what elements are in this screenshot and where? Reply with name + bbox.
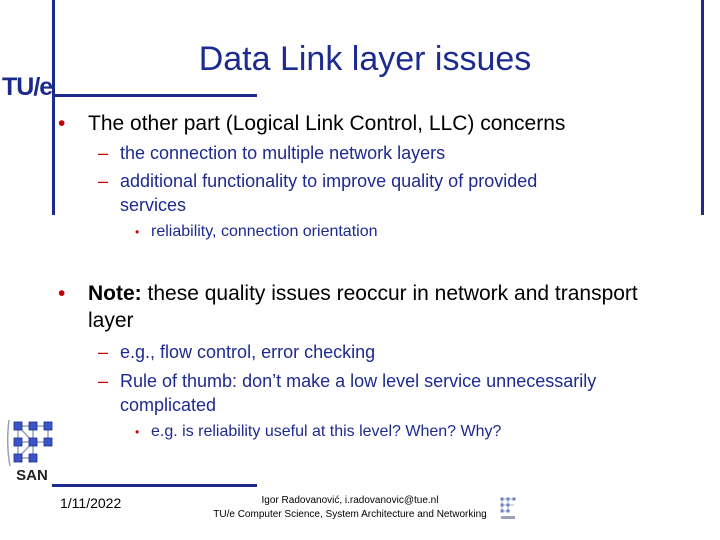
bullet-marker: •	[58, 282, 66, 305]
bullet-1-sub-1: • reliability, connection orientation	[135, 223, 378, 240]
bullet-2-bold: Note:	[88, 282, 142, 305]
tue-logo: TU/e	[2, 73, 53, 101]
sub-marker: •	[135, 425, 140, 439]
footer-author-line1: Igor Radovanović, i.radovanovic@tue.nl	[261, 495, 439, 506]
bullet-1-dash-1: – the connection to multiple network layers	[98, 143, 446, 163]
dash-marker: –	[98, 342, 109, 362]
bullet-2	[58, 280, 648, 334]
frame-right-line	[701, 0, 704, 215]
frame-left-line	[52, 0, 55, 215]
bullet-2-dash-1: – e.g., flow control, error checking	[98, 342, 376, 362]
dash-marker: –	[98, 143, 109, 163]
slide-title: Data Link layer issues	[198, 40, 532, 78]
footer-line	[52, 484, 257, 487]
footer-author-line2: TU/e Computer Science, System Architecture and Networking	[213, 509, 487, 520]
san-logo	[4, 414, 60, 484]
title-underline	[52, 94, 257, 97]
bullet-1-dash-2: – additional functionality to improve quality of provided services	[98, 171, 538, 215]
bullet-2-dash-2: – Rule of thumb: don’t make a low level service unnecessarily complicated	[98, 371, 597, 415]
bullet-2-sub-1: • e.g. is reliability useful at this level? When? Why?	[135, 423, 502, 440]
dash-marker: –	[98, 171, 109, 191]
bullet-1-text: The other part (Logical Link Control, LLC) concerns	[88, 112, 566, 135]
dash-marker: –	[98, 371, 109, 391]
bullet-1	[58, 110, 688, 137]
san-logo-text: SAN	[16, 467, 48, 484]
bullet-marker: •	[58, 112, 66, 135]
footer-author	[200, 494, 500, 522]
footer-date: 1/11/2022	[60, 495, 122, 511]
footer-small-logo-icon	[498, 495, 518, 521]
sub-marker: •	[135, 225, 140, 239]
bullet-2-text: these quality issues reoccur in network and transport layer	[88, 282, 638, 332]
